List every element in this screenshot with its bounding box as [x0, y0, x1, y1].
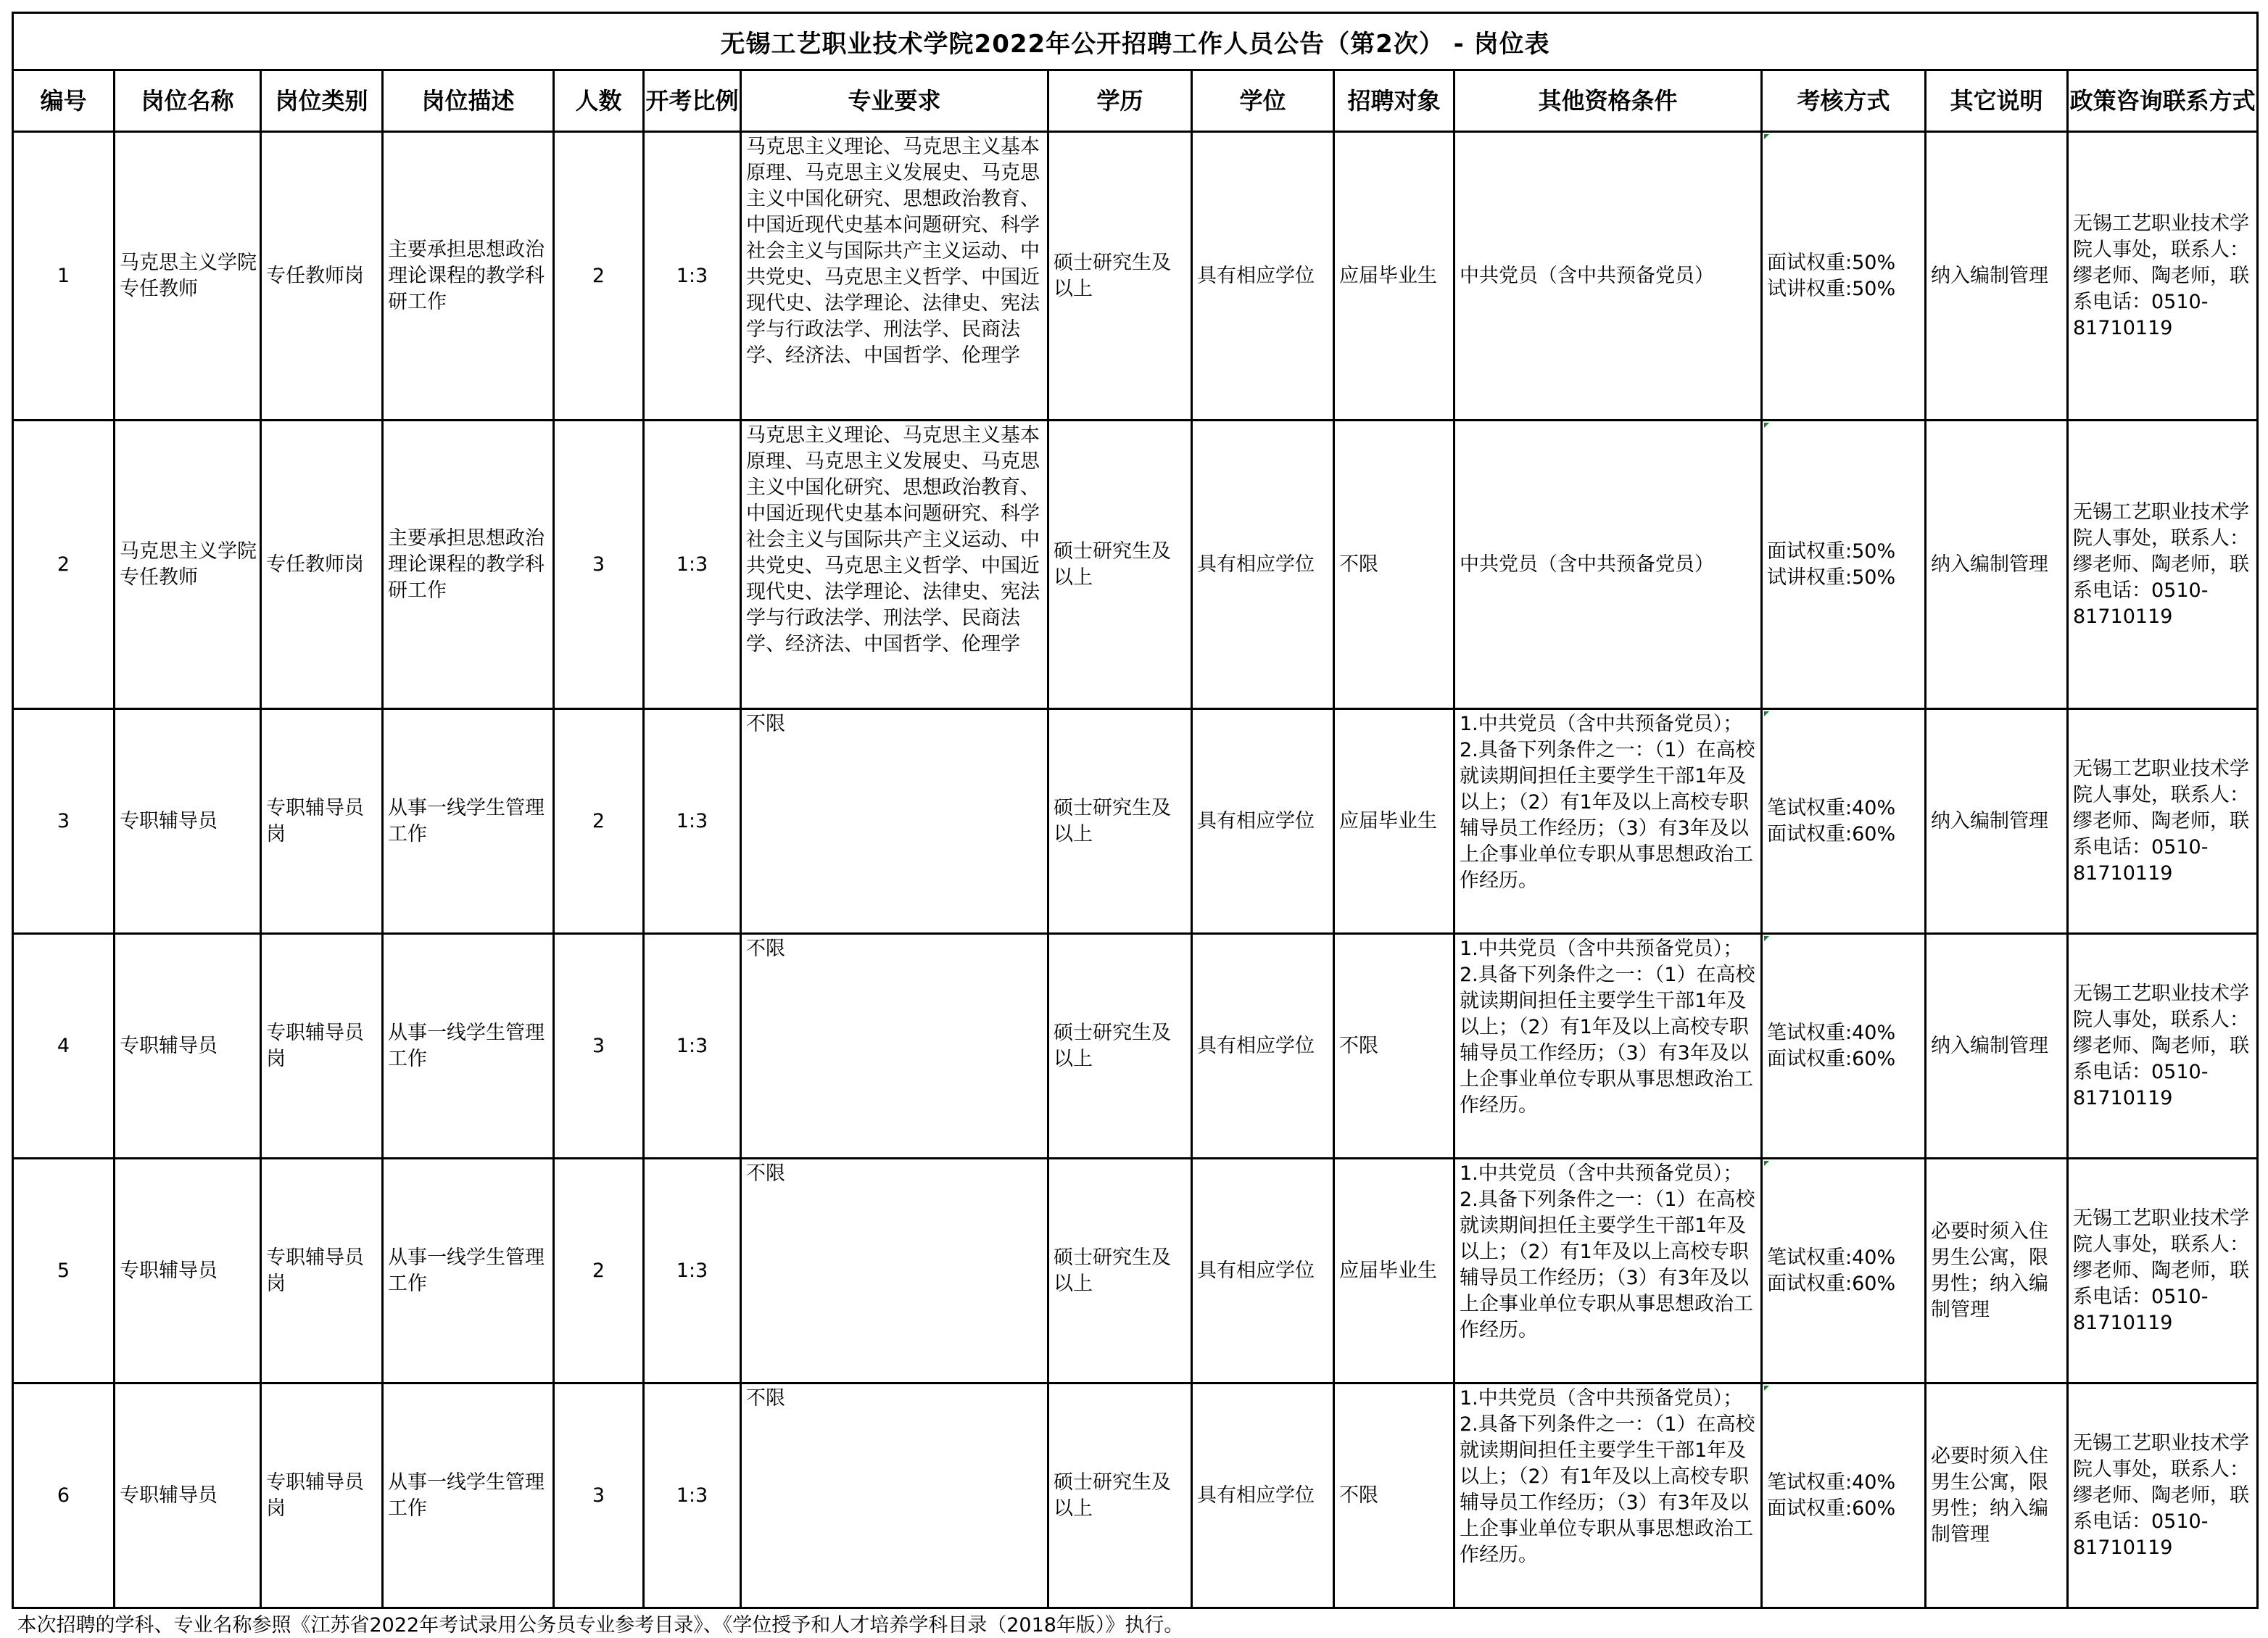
- cell-ratio: 1:3: [644, 1159, 741, 1383]
- cell-id: 2: [13, 421, 115, 709]
- cell-count: 3: [554, 934, 644, 1159]
- cell-category: 专任教师岗: [261, 132, 383, 421]
- cell-major: 马克思主义理论、马克思主义基本原理、马克思主义发展史、马克思主义中国化研究、思想政治教育、中国近现代史基本问题研究、科学社会主义与国际共产主义运动、中共党史、马克思主义哲学、中国近现代史、法学理论、法律史、宪法学与行政法学、刑法学、民商法学、经济法、中国哲学、伦理学: [741, 421, 1048, 709]
- cell-other: 1.中共党员（含中共预备党员）；2.具备下列条件之一：（1）在高校就读期间担任主要学生干部1年及以上；（2）有1年及以上高校专职辅导员工作经历；（3）有3年及以上企事业单位专职从事思想政治工作经历。: [1454, 709, 1762, 934]
- cell-contact: 无锡工艺职业技术学院人事处，联系人：缪老师、陶老师，联系电话：0510-81710119: [2068, 421, 2258, 709]
- header-row: [13, 70, 2258, 132]
- cell-target: 不限: [1334, 421, 1454, 709]
- job-table-sheet: [12, 12, 2259, 1638]
- cell-category: 专职辅导员岗: [261, 1383, 383, 1608]
- cell-exam: 笔试权重:40% 面试权重:60%: [1762, 709, 1926, 934]
- cell-name: 专职辅导员: [115, 709, 261, 934]
- cell-count: 3: [554, 421, 644, 709]
- cell-desc: 主要承担思想政治理论课程的教学科研工作: [383, 421, 554, 709]
- cell-ratio: 1:3: [644, 1383, 741, 1608]
- cell-exam: 面试权重:50% 试讲权重:50%: [1762, 421, 1926, 709]
- table-row: [13, 1159, 2258, 1383]
- table-row: [13, 934, 2258, 1159]
- cell-contact: 无锡工艺职业技术学院人事处，联系人：缪老师、陶老师，联系电话：0510-81710119: [2068, 1159, 2258, 1383]
- cell-category: 专职辅导员岗: [261, 709, 383, 934]
- col-header: 其他资格条件: [1454, 70, 1762, 132]
- job-table: [12, 12, 2259, 1638]
- cell-other: 1.中共党员（含中共预备党员）；2.具备下列条件之一：（1）在高校就读期间担任主要学生干部1年及以上；（2）有1年及以上高校专职辅导员工作经历；（3）有3年及以上企事业单位专职从事思想政治工作经历。: [1454, 1159, 1762, 1383]
- cell-edu: 硕士研究生及以上: [1048, 709, 1192, 934]
- cell-id: 1: [13, 132, 115, 421]
- cell-remark: 纳入编制管理: [1926, 132, 2068, 421]
- cell-name: 专职辅导员: [115, 934, 261, 1159]
- cell-degree: 具有相应学位: [1192, 132, 1334, 421]
- cell-count: 3: [554, 1383, 644, 1608]
- cell-exam: 面试权重:50% 试讲权重:50%: [1762, 132, 1926, 421]
- table-row: [13, 709, 2258, 934]
- cell-exam: 笔试权重:40% 面试权重:60%: [1762, 1383, 1926, 1608]
- cell-contact: 无锡工艺职业技术学院人事处，联系人：缪老师、陶老师，联系电话：0510-81710119: [2068, 132, 2258, 421]
- cell-degree: 具有相应学位: [1192, 934, 1334, 1159]
- cell-edu: 硕士研究生及以上: [1048, 132, 1192, 421]
- col-header: 招聘对象: [1334, 70, 1454, 132]
- cell-major: 不限: [741, 709, 1048, 934]
- cell-contact: 无锡工艺职业技术学院人事处，联系人：缪老师、陶老师，联系电话：0510-81710119: [2068, 934, 2258, 1159]
- col-header: 专业要求: [741, 70, 1048, 132]
- cell-desc: 主要承担思想政治理论课程的教学科研工作: [383, 132, 554, 421]
- col-header: 编号: [13, 70, 115, 132]
- cell-desc: 从事一线学生管理工作: [383, 934, 554, 1159]
- cell-major: 不限: [741, 934, 1048, 1159]
- cell-degree: 具有相应学位: [1192, 709, 1334, 934]
- cell-degree: 具有相应学位: [1192, 1159, 1334, 1383]
- table-title: 无锡工艺职业技术学院2022年公开招聘工作人员公告（第2次） - 岗位表: [13, 13, 2258, 70]
- cell-remark: 必要时须入住男生公寓，限男性；纳入编制管理: [1926, 1383, 2068, 1608]
- cell-target: 不限: [1334, 1383, 1454, 1608]
- cell-degree: 具有相应学位: [1192, 1383, 1334, 1608]
- cell-desc: 从事一线学生管理工作: [383, 1383, 554, 1608]
- col-header: 学历: [1048, 70, 1192, 132]
- cell-count: 2: [554, 709, 644, 934]
- cell-category: 专任教师岗: [261, 421, 383, 709]
- cell-count: 2: [554, 132, 644, 421]
- cell-edu: 硕士研究生及以上: [1048, 1383, 1192, 1608]
- cell-edu: 硕士研究生及以上: [1048, 1159, 1192, 1383]
- col-header: 岗位描述: [383, 70, 554, 132]
- cell-target: 应届毕业生: [1334, 1159, 1454, 1383]
- cell-major: 不限: [741, 1383, 1048, 1608]
- cell-category: 专职辅导员岗: [261, 934, 383, 1159]
- cell-desc: 从事一线学生管理工作: [383, 1159, 554, 1383]
- cell-other: 中共党员（含中共预备党员）: [1454, 132, 1762, 421]
- cell-category: 专职辅导员岗: [261, 1159, 383, 1383]
- cell-id: 5: [13, 1159, 115, 1383]
- col-header: 岗位类别: [261, 70, 383, 132]
- cell-name: 马克思主义学院专任教师: [115, 132, 261, 421]
- cell-id: 3: [13, 709, 115, 934]
- cell-ratio: 1:3: [644, 132, 741, 421]
- cell-id: 4: [13, 934, 115, 1159]
- cell-remark: 纳入编制管理: [1926, 709, 2068, 934]
- col-header: 考核方式: [1762, 70, 1926, 132]
- cell-target: 应届毕业生: [1334, 709, 1454, 934]
- cell-degree: 具有相应学位: [1192, 421, 1334, 709]
- cell-major: 马克思主义理论、马克思主义基本原理、马克思主义发展史、马克思主义中国化研究、思想政治教育、中国近现代史基本问题研究、科学社会主义与国际共产主义运动、中共党史、马克思主义哲学、中国近现代史、法学理论、法律史、宪法学与行政法学、刑法学、民商法学、经济法、中国哲学、伦理学: [741, 132, 1048, 421]
- col-header: 岗位名称: [115, 70, 261, 132]
- cell-exam: 笔试权重:40% 面试权重:60%: [1762, 1159, 1926, 1383]
- footnote: 本次招聘的学科、专业名称参照《江苏省2022年考试录用公务员专业参考目录》、《学位授予和人才培养学科目录（2018年版）》执行。: [13, 1608, 2258, 1638]
- cell-remark: 纳入编制管理: [1926, 421, 2068, 709]
- table-row: [13, 132, 2258, 421]
- col-header: 人数: [554, 70, 644, 132]
- cell-remark: 必要时须入住男生公寓，限男性；纳入编制管理: [1926, 1159, 2068, 1383]
- cell-count: 2: [554, 1159, 644, 1383]
- cell-other: 1.中共党员（含中共预备党员）；2.具备下列条件之一：（1）在高校就读期间担任主要学生干部1年及以上；（2）有1年及以上高校专职辅导员工作经历；（3）有3年及以上企事业单位专职从事思想政治工作经历。: [1454, 934, 1762, 1159]
- cell-name: 专职辅导员: [115, 1159, 261, 1383]
- cell-target: 不限: [1334, 934, 1454, 1159]
- cell-contact: 无锡工艺职业技术学院人事处，联系人：缪老师、陶老师，联系电话：0510-81710119: [2068, 709, 2258, 934]
- col-header: 政策咨询联系方式: [2068, 70, 2258, 132]
- col-header: 开考比例: [644, 70, 741, 132]
- cell-ratio: 1:3: [644, 709, 741, 934]
- cell-name: 专职辅导员: [115, 1383, 261, 1608]
- cell-id: 6: [13, 1383, 115, 1608]
- cell-edu: 硕士研究生及以上: [1048, 934, 1192, 1159]
- cell-ratio: 1:3: [644, 421, 741, 709]
- cell-desc: 从事一线学生管理工作: [383, 709, 554, 934]
- cell-contact: 无锡工艺职业技术学院人事处，联系人：缪老师、陶老师，联系电话：0510-81710119: [2068, 1383, 2258, 1608]
- cell-edu: 硕士研究生及以上: [1048, 421, 1192, 709]
- table-row: [13, 1383, 2258, 1608]
- cell-exam: 笔试权重:40% 面试权重:60%: [1762, 934, 1926, 1159]
- cell-name: 马克思主义学院专任教师: [115, 421, 261, 709]
- table-row: [13, 421, 2258, 709]
- cell-ratio: 1:3: [644, 934, 741, 1159]
- cell-remark: 纳入编制管理: [1926, 934, 2068, 1159]
- col-header: 其它说明: [1926, 70, 2068, 132]
- cell-major: 不限: [741, 1159, 1048, 1383]
- cell-other: 中共党员（含中共预备党员）: [1454, 421, 1762, 709]
- cell-target: 应届毕业生: [1334, 132, 1454, 421]
- cell-other: 1.中共党员（含中共预备党员）；2.具备下列条件之一：（1）在高校就读期间担任主要学生干部1年及以上；（2）有1年及以上高校专职辅导员工作经历；（3）有3年及以上企事业单位专职从事思想政治工作经历。: [1454, 1383, 1762, 1608]
- col-header: 学位: [1192, 70, 1334, 132]
